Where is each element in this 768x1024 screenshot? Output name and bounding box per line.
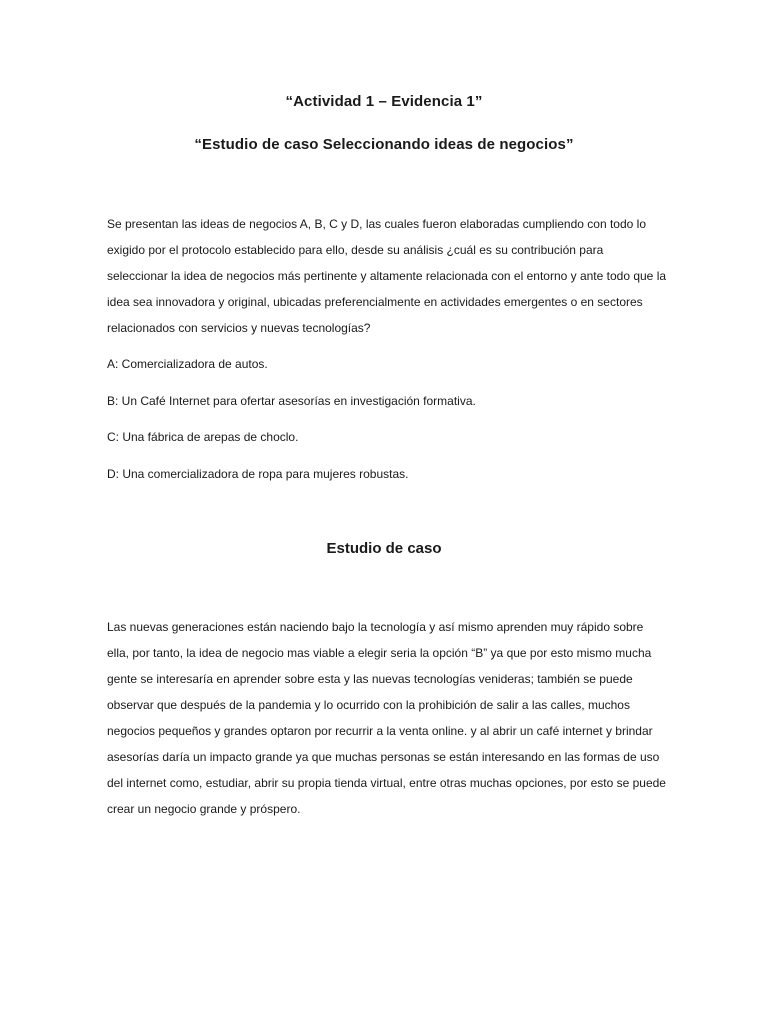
section-heading: Estudio de caso	[326, 540, 442, 557]
document-title: “Actividad 1 – Evidencia 1”	[285, 93, 483, 110]
case-study-paragraph: Las nuevas generaciones están naciendo bajo la tecnología y así mismo aprenden muy rápido sobre ella, por tanto, la idea de negocio mas viable a elegir seria la opción “B” ya que por esto mismo mucha gente se interesaría en aprender sobre esta y las nuevas tecnologías venideras; también se puede observar que después de la pandemia y lo ocurrido con la prohibición de salir a las calles, muchos negocios pequeños y grandes optaron por recurrir a la venta online. y al abrir un café internet y brindar asesorías daría un impacto grande ya que muchas personas se están interesando en las formas de uso del internet como, estudiar, abrir su propia tienda virtual, entre otras muchas opciones, por esto se puede crear un negocio grande y próspero.	[107, 620, 666, 816]
document-subtitle: “Estudio de caso Seleccionando ideas de negocios”	[194, 136, 574, 153]
option-d: D: Una comercializadora de ropa para mujeres robustas.	[107, 467, 409, 481]
intro-paragraph: Se presentan las ideas de negocios A, B, C y D, las cuales fueron elaboradas cumpliendo con todo lo exigido por el protocolo establecido para ello, desde su análisis ¿cuál es su contribución para seleccionar la idea de negocios más pertinente y altamente relacionada con el entorno y ante todo que la idea sea innovadora y original, ubicadas preferencialmente en actividades emergentes o en sectores relacionados con servicios y nuevas tecnologías?	[107, 217, 667, 335]
option-a: A: Comercializadora de autos.	[107, 357, 268, 371]
option-b: B: Un Café Internet para ofertar asesorías en investigación formativa.	[107, 394, 476, 408]
option-c: C: Una fábrica de arepas de choclo.	[107, 430, 299, 444]
